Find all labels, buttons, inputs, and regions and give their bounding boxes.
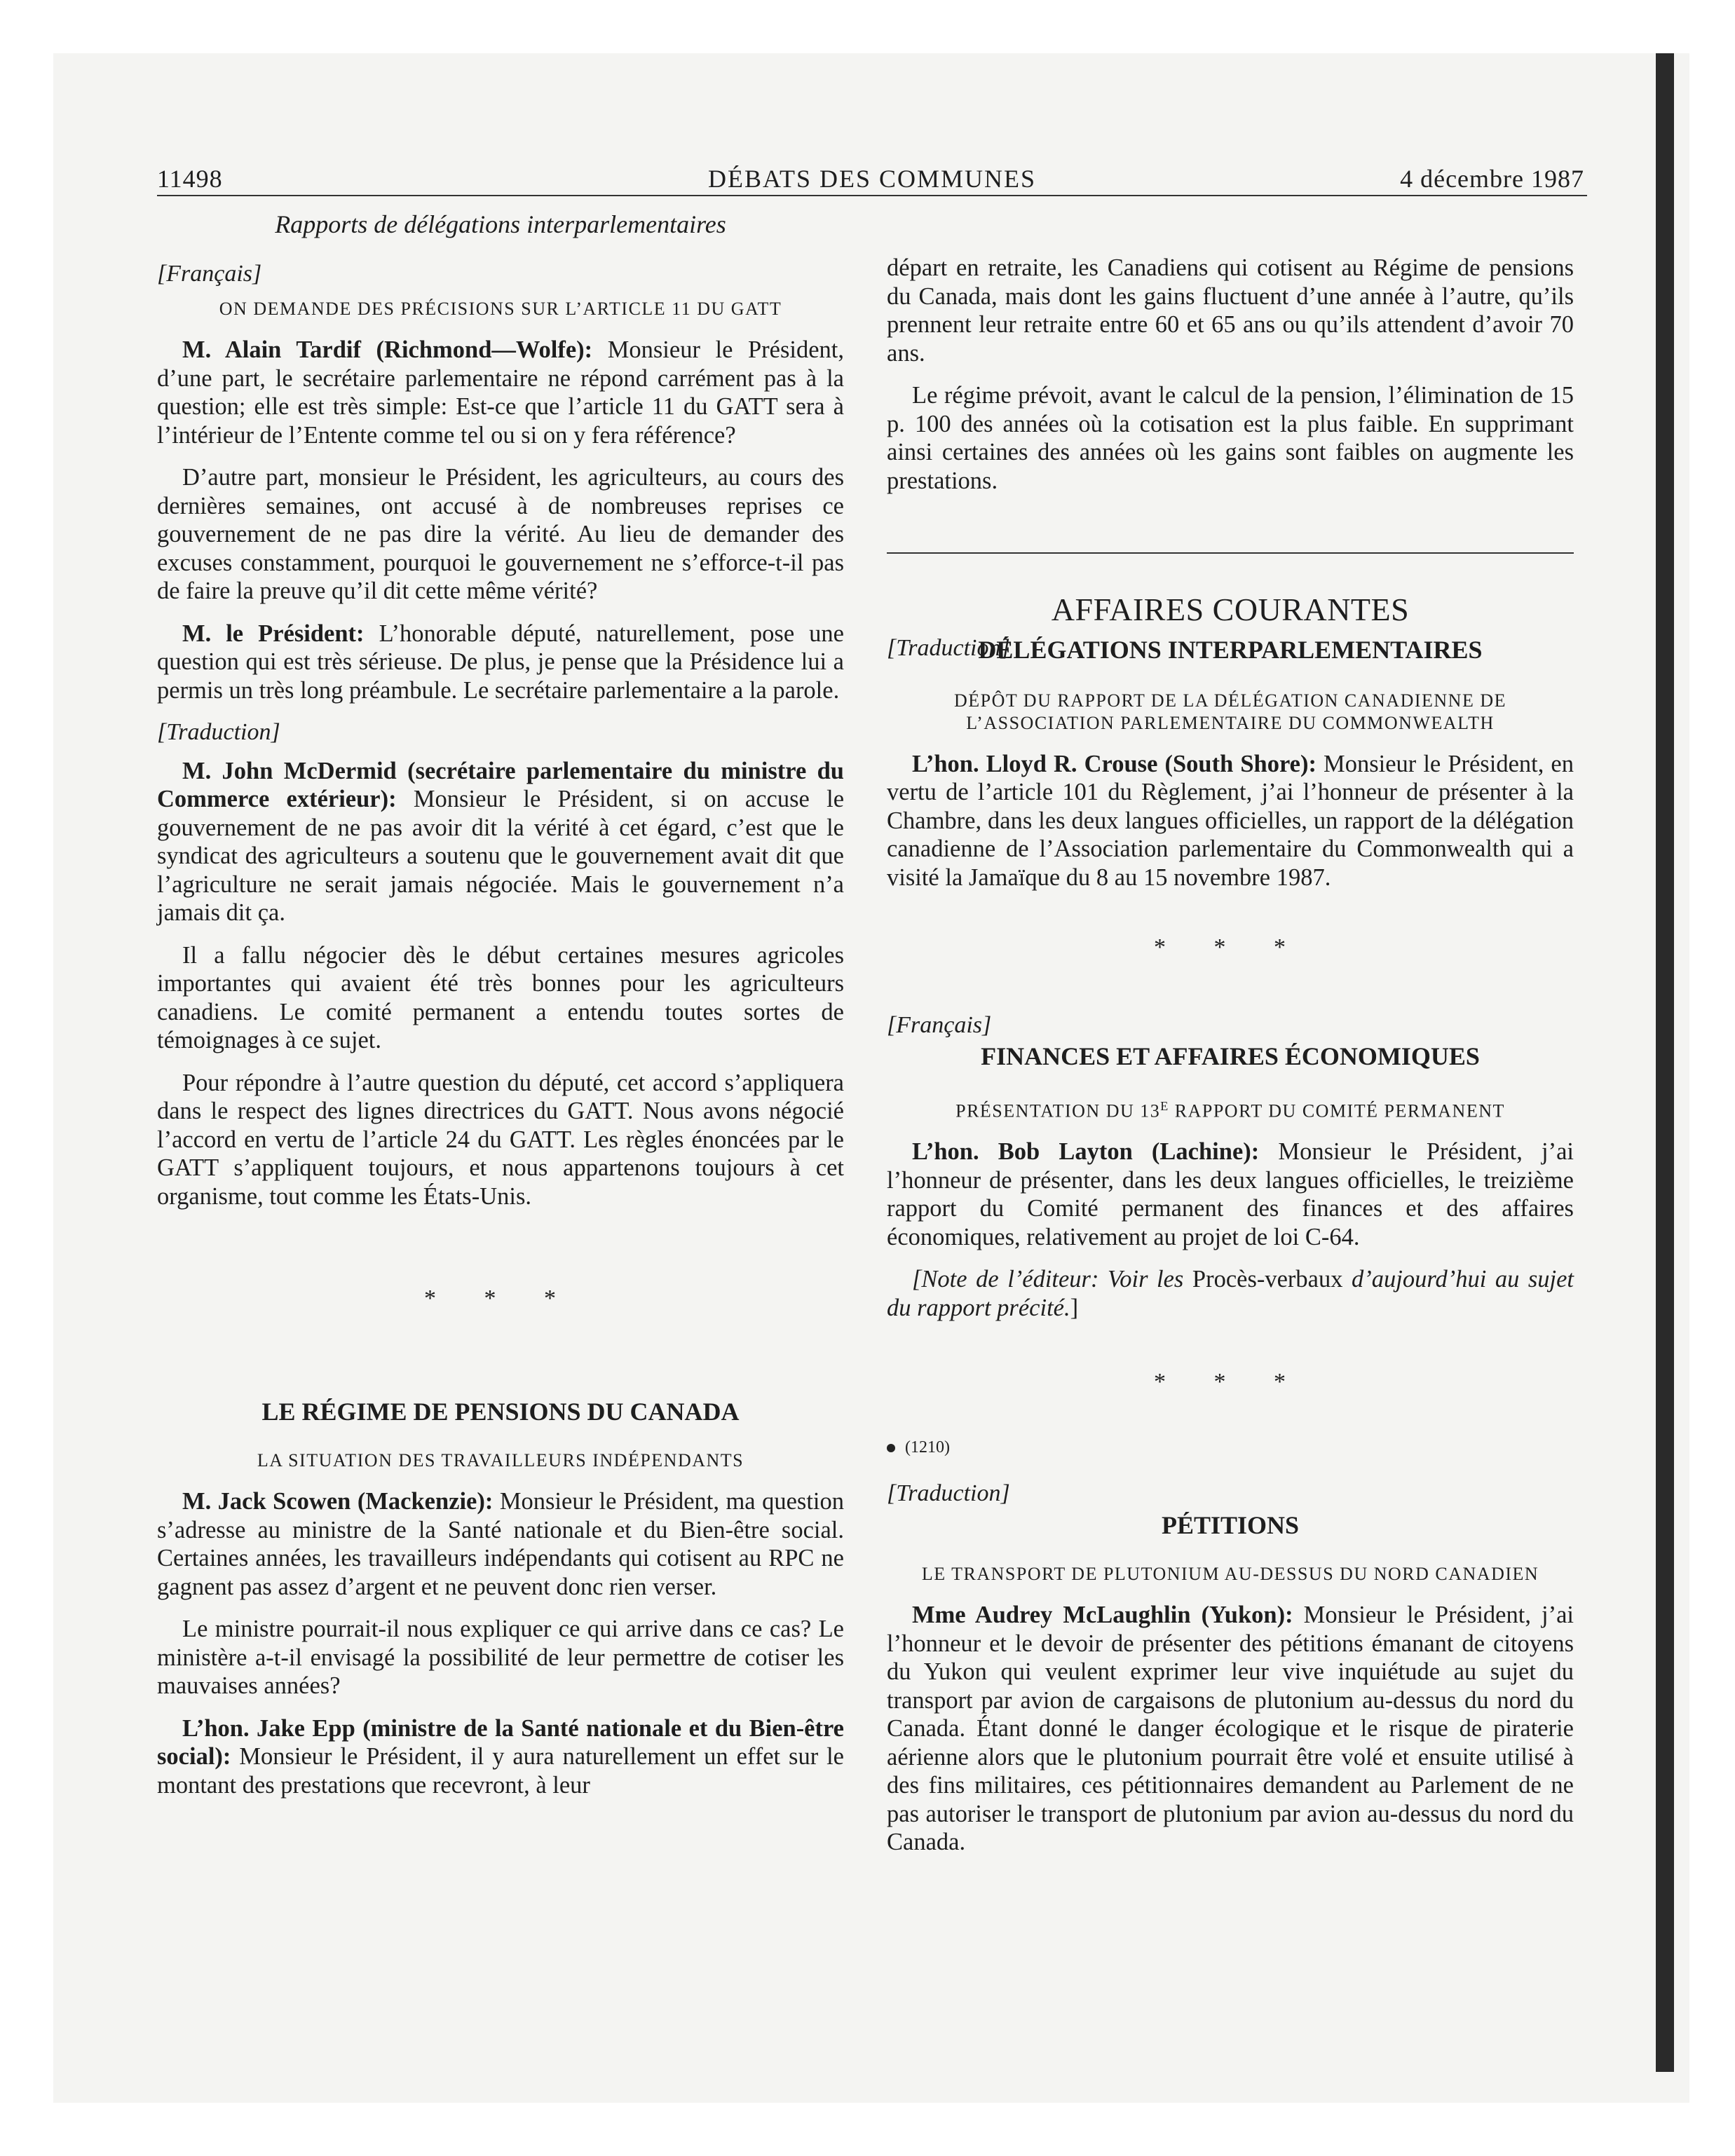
- superscript: E: [1160, 1098, 1169, 1113]
- speaker-name: Mme Audrey McLaughlin (Yukon):: [912, 1602, 1293, 1629]
- note-text: d’aujourd’hui au sujet du rapport précité.: [887, 1266, 1574, 1321]
- language-marker: [Traduction]: [157, 719, 280, 745]
- speech-text: Monsieur le Président, il y aura naturellement un effet sur le montant des prestations que recevront, à leur: [157, 1743, 844, 1799]
- publication-title: DÉBATS DES COMMUNES: [707, 165, 1037, 193]
- paragraph: départ en retraite, les Canadiens qui cotisent au Régime de pensions du Canada, mais dont les gains fluctuent d’une année à l’autre, qu’ils prennent leur retraite entre 60 et 65 ans ou qu’ils attendent d’avoir 70 ans.: [887, 254, 1574, 367]
- note-text: ]: [1070, 1294, 1079, 1321]
- paragraph: [887, 750, 1574, 892]
- paragraph: [157, 620, 844, 705]
- speech-text: Monsieur le Président, ma question s’adresse au ministre de la Santé nationale et du Bien-être social. Certaines années, les travailleurs indépendants qui cotisent au RPC ne gagnent pas assez d’argent et ne peuvent donc rien verser.: [157, 1488, 845, 1600]
- note-text: [Note de l’éditeur: Voir les: [912, 1266, 1192, 1293]
- note-text: Procès-verbaux: [1192, 1266, 1343, 1293]
- paragraph: Il a fallu négocier dès le début certaines mesures agricoles importantes qui avaient été très bonnes pour les agriculteurs canadiens. Le comité permanent a entendu toutes sortes de témoignages à ce sujet.: [157, 941, 844, 1053]
- speech-text: Monsieur le Président, d’une part, le secrétaire parlementaire ne répond carrément pas à la question; elle est très simple: Est-ce que l’article 11 du GATT sera à l’intérieur de l’Entente comme tel ou si on y fera référence?: [157, 336, 844, 449]
- paragraph: [157, 757, 844, 927]
- subheading: DÉPÔT DU RAPPORT DE LA DÉLÉGATION CANADIENNE DE L’ASSOCIATION PARLEMENTAIRE DU COMMONWEALTH: [953, 690, 1506, 733]
- speaker-name: M. Alain Tardif (Richmond—Wolfe):: [182, 336, 593, 363]
- subheading: [887, 1095, 1574, 1123]
- subheading-text: RAPPORT DU COMITÉ PERMANENT: [1169, 1100, 1505, 1121]
- running-head: [157, 163, 1587, 196]
- left-column: [157, 210, 844, 1813]
- speech-text: Monsieur le Président, en vertu de l’article 101 du Règlement, j’ai l’honneur de présenter à la Chambre, dans les deux langues officielles, un rapport de la délégation canadienne de l’Association parlementaire du Commonwealth qui a visité la Jamaïque du 8 au 15 novembre 1987.: [887, 750, 1574, 891]
- subheading: LA SITUATION DES TRAVAILLEURS INDÉPENDANTS: [257, 1450, 744, 1471]
- speech-text: Monsieur le Président, si on accuse le gouvernement de ne pas avoir dit la vérité à cet égard, c’est que le syndicat des agriculteurs a soutenu que le gouvernement avait dit que l’agriculture ne serait jamais négociée. Mais le gouvernement n’a jamais dit ça.: [157, 786, 845, 926]
- paragraph: Pour répondre à l’autre question du député, cet accord s’appliquera dans le respect des lignes directrices du GATT. Nous avons négocié l’accord en vertu de l’article 24 du GATT. Les règles énoncées par le GATT s’appliquent toujours, et nous appartenons toujours à cet organisme, tout comme les États-Unis.: [157, 1069, 844, 1210]
- paragraph: D’autre part, monsieur le Président, les agriculteurs, au cours des dernières semaines, ont accusé à de nombreuses reprises ce gouvernement de ne pas dire la vérité. Au lieu de demander des excuses constamment, pourquoi le gouvernement ne s’efforce-t-il pas de faire la preuve qu’il dit cette même vérité?: [157, 464, 844, 604]
- editor-note: [887, 1265, 1574, 1322]
- paragraph: [157, 336, 844, 449]
- page-number: 11498: [157, 165, 223, 193]
- rubric-heading: LE RÉGIME DE PENSIONS DU CANADA: [261, 1397, 740, 1426]
- speaker-name: L’hon. Jake Epp (ministre de la Santé nationale et du Bien-être social):: [157, 1714, 844, 1770]
- rubric-heading: DÉLÉGATIONS INTERPARLEMENTAIRES: [978, 636, 1483, 664]
- speaker-name: M. le Président:: [182, 620, 365, 647]
- speaker-name: M. John McDermid (secrétaire parlementaire du ministre du Commerce extérieur):: [157, 757, 844, 812]
- major-heading: AFFAIRES COURANTES: [1051, 592, 1410, 627]
- paragraph: Le régime prévoit, avant le calcul de la pension, l’élimination de 15 p. 100 des années où la cotisation est la plus faible. En supprimant ainsi certaines des années où les gains sont faibles on augmente les prestations.: [887, 382, 1574, 494]
- subheading: ON DEMANDE DES PRÉCISIONS SUR L’ARTICLE 11 DU GATT: [219, 299, 782, 319]
- rubric-heading: FINANCES ET AFFAIRES ÉCONOMIQUES: [981, 1042, 1480, 1070]
- language-marker: [Traduction]: [887, 634, 1010, 661]
- section-separator: * * *: [1154, 934, 1307, 960]
- timestamp-text: (1210): [905, 1438, 950, 1456]
- section-separator: * * *: [424, 1285, 577, 1311]
- paragraph: [157, 1487, 844, 1601]
- section-rule: [887, 552, 1574, 554]
- speech-text: L’honorable député, naturellement, pose une question qui est très sérieuse. De plus, je pense que la Présidence lui a permis un très long préambule. Le secrétaire parlementaire a la parole.: [157, 620, 844, 704]
- timestamp: [887, 1433, 1574, 1462]
- speaker-name: L’hon. Lloyd R. Crouse (South Shore):: [912, 750, 1316, 777]
- subheading: LE TRANSPORT DE PLUTONIUM AU-DESSUS DU NORD CANADIEN: [921, 1564, 1539, 1585]
- paragraph: [887, 1138, 1574, 1251]
- speech-text: Monsieur le Président, j’ai l’honneur de présenter, dans les deux langues officielles, le treizième rapport du Comité permanent des finances et des affaires économiques, relativement au projet de loi C-64.: [887, 1138, 1574, 1250]
- right-column: [887, 254, 1574, 1871]
- issue-date: 4 décembre 1987: [1400, 165, 1584, 193]
- language-marker: [Français]: [157, 260, 262, 287]
- speech-text: Monsieur le Président, j’ai l’honneur et le devoir de présenter des pétitions émanant de citoyens du Yukon qui veulent exprimer leur vive inquiétude au sujet du transport par avion de cargaisons de plutonium au-dessus du nord du Canada. Étant donné le danger écologique et le risque de piraterie aérienne alors que le plutonium pourrait être volé et ensuite utilisé à des fins militaires, ces pétitionnaires demandent au Parlement de ne pas autoriser le transport de plutonium par avion au-dessus du nord du Canada.: [887, 1602, 1574, 1856]
- subheading-text: PRÉSENTATION DU 13: [955, 1100, 1161, 1121]
- speaker-name: L’hon. Bob Layton (Lachine):: [912, 1138, 1260, 1166]
- paragraph: [157, 1714, 844, 1800]
- language-marker: [Français]: [887, 1011, 992, 1038]
- section-separator: * * *: [1154, 1369, 1307, 1396]
- paragraph: Le ministre pourrait-il nous expliquer ce qui arrive dans ce cas? Le ministère a-t-il envisagé la possibilité de leur permettre de cotiser les mauvaises années?: [157, 1616, 844, 1699]
- bullet-icon: [887, 1444, 895, 1452]
- language-marker: [Traduction]: [887, 1480, 1010, 1507]
- speaker-name: M. Jack Scowen (Mackenzie):: [182, 1488, 494, 1515]
- section-title: Rapports de délégations interparlementaires: [275, 210, 726, 238]
- rubric-heading: PÉTITIONS: [1161, 1510, 1300, 1539]
- paragraph: [887, 1601, 1574, 1857]
